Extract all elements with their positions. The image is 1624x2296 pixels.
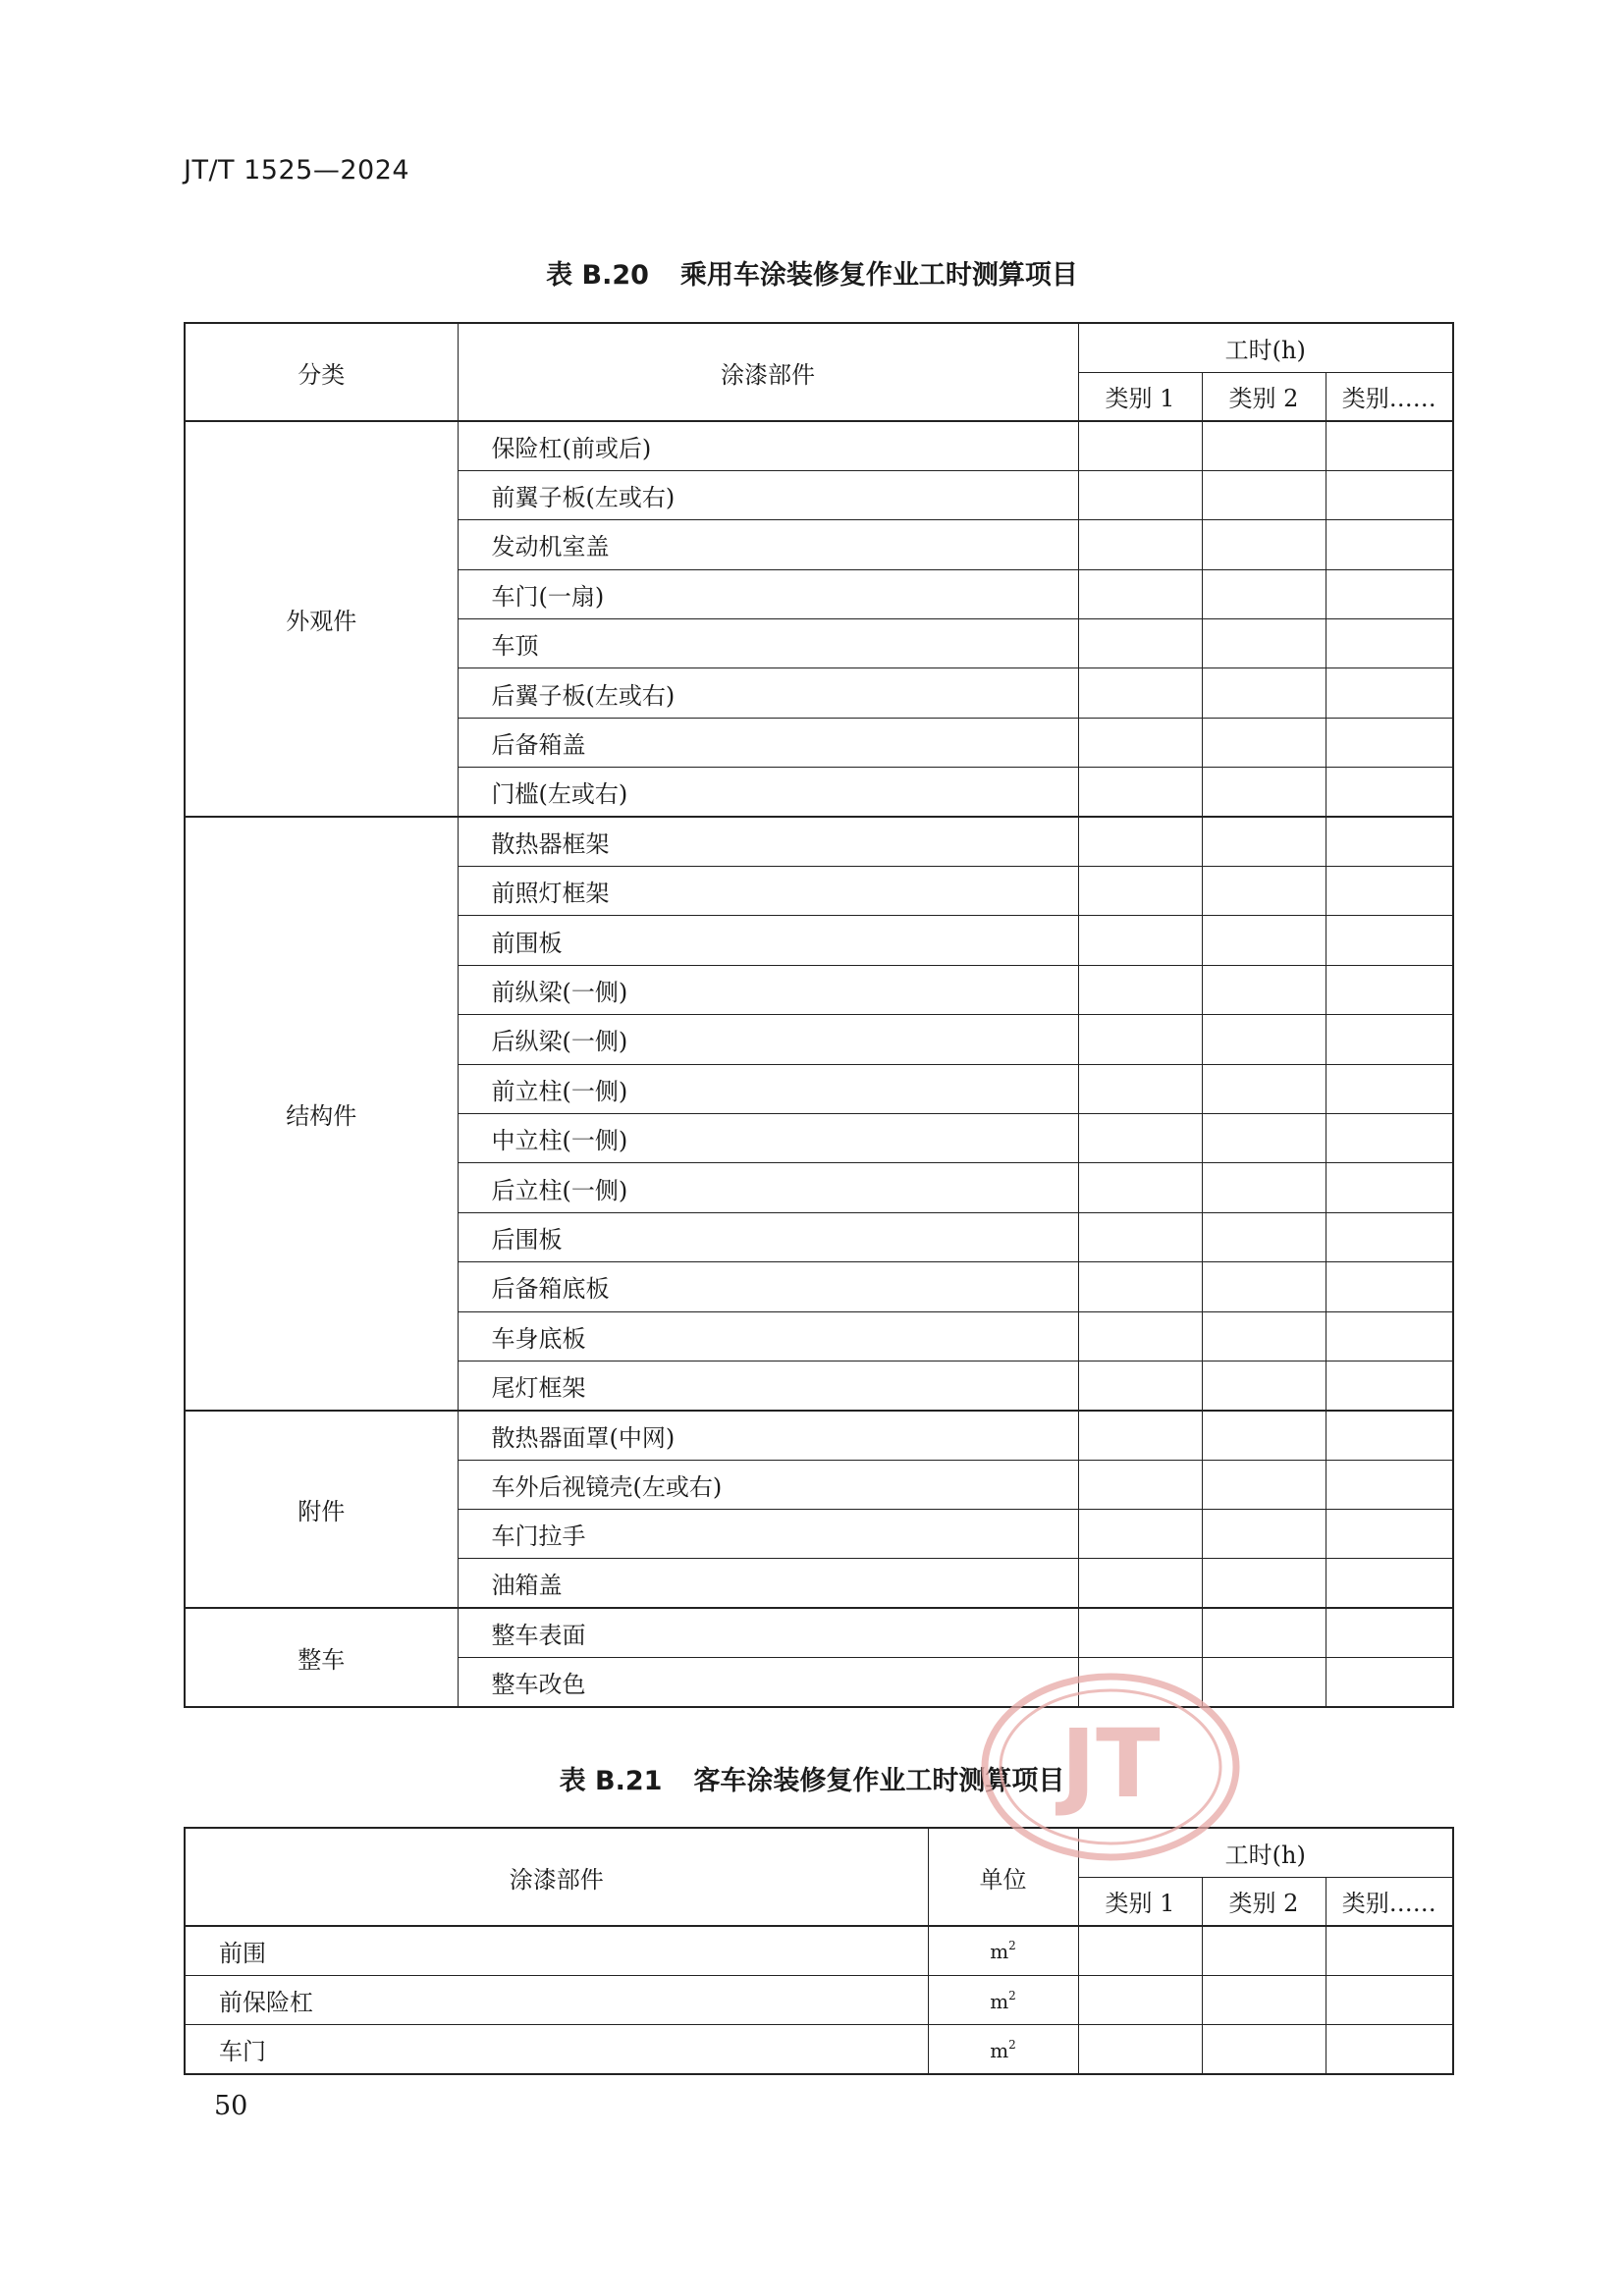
hours-cell xyxy=(1078,1608,1202,1657)
table-row xyxy=(185,1608,1453,1657)
hours-cell xyxy=(1078,1361,1202,1410)
header-class-1: 类别 1 xyxy=(1078,1877,1202,1926)
hours-cell xyxy=(1078,1559,1202,1608)
hours-cell xyxy=(1202,1510,1326,1559)
part-cell: 前围 xyxy=(185,1926,928,1975)
table-b20-title: 乘用车涂装修复作业工时测算项目 xyxy=(679,260,1078,291)
unit-base: m xyxy=(990,1940,1009,1964)
hours-cell xyxy=(1078,520,1202,569)
part-cell: 整车改色 xyxy=(458,1658,1078,1707)
header-class-2: 类别 2 xyxy=(1202,1877,1326,1926)
hours-cell xyxy=(1326,916,1453,965)
hours-cell xyxy=(1326,668,1453,718)
hours-cell xyxy=(1078,718,1202,767)
hours-cell xyxy=(1326,1975,1453,2024)
hours-cell xyxy=(1078,1015,1202,1064)
part-cell: 后翼子板(左或右) xyxy=(458,668,1078,718)
hours-cell xyxy=(1326,421,1453,470)
part-cell: 车门(一扇) xyxy=(458,569,1078,618)
hours-cell xyxy=(1202,867,1326,916)
category-cell: 结构件 xyxy=(185,817,458,1411)
hours-cell xyxy=(1078,1510,1202,1559)
hours-cell xyxy=(1326,867,1453,916)
hours-cell xyxy=(1202,965,1326,1014)
unit-cell xyxy=(928,1975,1078,2024)
hours-cell xyxy=(1326,1608,1453,1657)
part-cell: 油箱盖 xyxy=(458,1559,1078,1608)
hours-cell xyxy=(1078,421,1202,470)
hours-cell xyxy=(1078,1113,1202,1162)
header-hours: 工时(h) xyxy=(1078,1828,1453,1877)
category-cell: 整车 xyxy=(185,1608,458,1707)
hours-cell xyxy=(1326,817,1453,866)
part-cell: 车身底板 xyxy=(458,1311,1078,1361)
hours-cell xyxy=(1326,1015,1453,1064)
hours-cell xyxy=(1326,619,1453,668)
header-hours: 工时(h) xyxy=(1078,323,1453,372)
hours-cell xyxy=(1202,1311,1326,1361)
hours-cell xyxy=(1078,1212,1202,1261)
table-row xyxy=(185,2025,1453,2074)
unit-base: m xyxy=(990,1989,1009,2013)
table-b20-caption xyxy=(0,253,1624,292)
hours-cell xyxy=(1078,1064,1202,1113)
header-part: 涂漆部件 xyxy=(458,323,1078,421)
hours-cell xyxy=(1202,916,1326,965)
hours-cell xyxy=(1078,1658,1202,1707)
part-cell: 后备箱底板 xyxy=(458,1262,1078,1311)
document-code: JT/T 1525—2024 xyxy=(184,155,410,186)
hours-cell xyxy=(1202,1658,1326,1707)
part-cell: 整车表面 xyxy=(458,1608,1078,1657)
category-cell: 外观件 xyxy=(185,421,458,817)
svg-text:JT: JT xyxy=(1060,1709,1161,1819)
part-cell: 后围板 xyxy=(458,1212,1078,1261)
hours-cell xyxy=(1202,569,1326,618)
hours-cell xyxy=(1078,1926,1202,1975)
table-b21-body xyxy=(185,1926,1453,2074)
hours-cell xyxy=(1078,916,1202,965)
hours-cell xyxy=(1202,1361,1326,1410)
header-class-2: 类别 2 xyxy=(1202,372,1326,421)
table-row xyxy=(185,1411,1453,1460)
hours-cell xyxy=(1326,1262,1453,1311)
table-b21-caption xyxy=(0,1759,1624,1797)
unit-exponent: 2 xyxy=(1008,1939,1016,1953)
hours-cell xyxy=(1078,867,1202,916)
page-number: 50 xyxy=(214,2091,248,2121)
hours-cell xyxy=(1326,1212,1453,1261)
header-class-more: 类别…… xyxy=(1326,372,1453,421)
hours-cell xyxy=(1202,520,1326,569)
part-cell: 尾灯框架 xyxy=(458,1361,1078,1410)
hours-cell xyxy=(1202,1262,1326,1311)
hours-cell xyxy=(1326,1559,1453,1608)
hours-cell xyxy=(1202,1975,1326,2024)
part-cell: 前围板 xyxy=(458,916,1078,965)
part-cell: 车外后视镜壳(左或右) xyxy=(458,1460,1078,1509)
part-cell: 前纵梁(一侧) xyxy=(458,965,1078,1014)
hours-cell xyxy=(1202,668,1326,718)
hours-cell xyxy=(1078,569,1202,618)
header-class-1: 类别 1 xyxy=(1078,372,1202,421)
hours-cell xyxy=(1202,1926,1326,1975)
table-b20-body xyxy=(185,421,1453,1707)
hours-cell xyxy=(1326,1361,1453,1410)
table-b20-number: 表 B.20 xyxy=(546,260,649,291)
table-b20 xyxy=(184,322,1454,1708)
hours-cell xyxy=(1078,619,1202,668)
part-cell: 中立柱(一侧) xyxy=(458,1113,1078,1162)
category-cell: 附件 xyxy=(185,1411,458,1609)
hours-cell xyxy=(1078,1460,1202,1509)
hours-cell xyxy=(1202,718,1326,767)
table-row xyxy=(185,1926,1453,1975)
hours-cell xyxy=(1078,668,1202,718)
part-cell: 后纵梁(一侧) xyxy=(458,1015,1078,1064)
part-cell: 前保险杠 xyxy=(185,1975,928,2024)
hours-cell xyxy=(1326,768,1453,817)
hours-cell xyxy=(1202,1015,1326,1064)
hours-cell xyxy=(1326,1163,1453,1212)
hours-cell xyxy=(1326,1311,1453,1361)
hours-cell xyxy=(1326,965,1453,1014)
header-unit: 单位 xyxy=(928,1828,1078,1926)
hours-cell xyxy=(1326,520,1453,569)
part-cell: 后立柱(一侧) xyxy=(458,1163,1078,1212)
hours-cell xyxy=(1202,1113,1326,1162)
hours-cell xyxy=(1078,2025,1202,2074)
hours-cell xyxy=(1078,1975,1202,2024)
hours-cell xyxy=(1202,421,1326,470)
part-cell: 散热器框架 xyxy=(458,817,1078,866)
hours-cell xyxy=(1326,1658,1453,1707)
part-cell: 车门 xyxy=(185,2025,928,2074)
hours-cell xyxy=(1202,1460,1326,1509)
part-cell: 保险杠(前或后) xyxy=(458,421,1078,470)
hours-cell xyxy=(1326,1460,1453,1509)
part-cell: 发动机室盖 xyxy=(458,520,1078,569)
table-b21 xyxy=(184,1827,1454,2075)
hours-cell xyxy=(1202,1608,1326,1657)
hours-cell xyxy=(1202,817,1326,866)
hours-cell xyxy=(1078,817,1202,866)
hours-cell xyxy=(1078,470,1202,519)
unit-base: m xyxy=(990,2038,1009,2062)
hours-cell xyxy=(1326,2025,1453,2074)
table-row xyxy=(185,1975,1453,2024)
unit-cell xyxy=(928,1926,1078,1975)
hours-cell xyxy=(1078,965,1202,1014)
hours-cell xyxy=(1078,1411,1202,1460)
table-row xyxy=(185,817,1453,866)
header-category: 分类 xyxy=(185,323,458,421)
hours-cell xyxy=(1326,1411,1453,1460)
hours-cell xyxy=(1326,1926,1453,1975)
part-cell: 散热器面罩(中网) xyxy=(458,1411,1078,1460)
header-class-more: 类别…… xyxy=(1326,1877,1453,1926)
part-cell: 车门拉手 xyxy=(458,1510,1078,1559)
part-cell: 前翼子板(左或右) xyxy=(458,470,1078,519)
hours-cell xyxy=(1326,1113,1453,1162)
hours-cell xyxy=(1326,1510,1453,1559)
part-cell: 前照灯框架 xyxy=(458,867,1078,916)
hours-cell xyxy=(1202,1559,1326,1608)
hours-cell xyxy=(1326,569,1453,618)
hours-cell xyxy=(1202,619,1326,668)
part-cell: 门槛(左或右) xyxy=(458,768,1078,817)
hours-cell xyxy=(1202,1212,1326,1261)
hours-cell xyxy=(1202,470,1326,519)
hours-cell xyxy=(1326,718,1453,767)
table-b21-title: 客车涂装修复作业工时测算项目 xyxy=(693,1766,1065,1796)
unit-cell xyxy=(928,2025,1078,2074)
hours-cell xyxy=(1078,768,1202,817)
unit-exponent: 2 xyxy=(1008,2037,1016,2052)
hours-cell xyxy=(1202,2025,1326,2074)
table-b21-number: 表 B.21 xyxy=(559,1766,663,1796)
part-cell: 车顶 xyxy=(458,619,1078,668)
part-cell: 后备箱盖 xyxy=(458,718,1078,767)
hours-cell xyxy=(1078,1163,1202,1212)
hours-cell xyxy=(1202,768,1326,817)
part-cell: 前立柱(一侧) xyxy=(458,1064,1078,1113)
hours-cell xyxy=(1078,1311,1202,1361)
hours-cell xyxy=(1202,1163,1326,1212)
unit-exponent: 2 xyxy=(1008,1988,1016,2002)
header-part: 涂漆部件 xyxy=(185,1828,928,1926)
hours-cell xyxy=(1326,1064,1453,1113)
hours-cell xyxy=(1202,1064,1326,1113)
hours-cell xyxy=(1202,1411,1326,1460)
table-row xyxy=(185,421,1453,470)
hours-cell xyxy=(1078,1262,1202,1311)
hours-cell xyxy=(1326,470,1453,519)
